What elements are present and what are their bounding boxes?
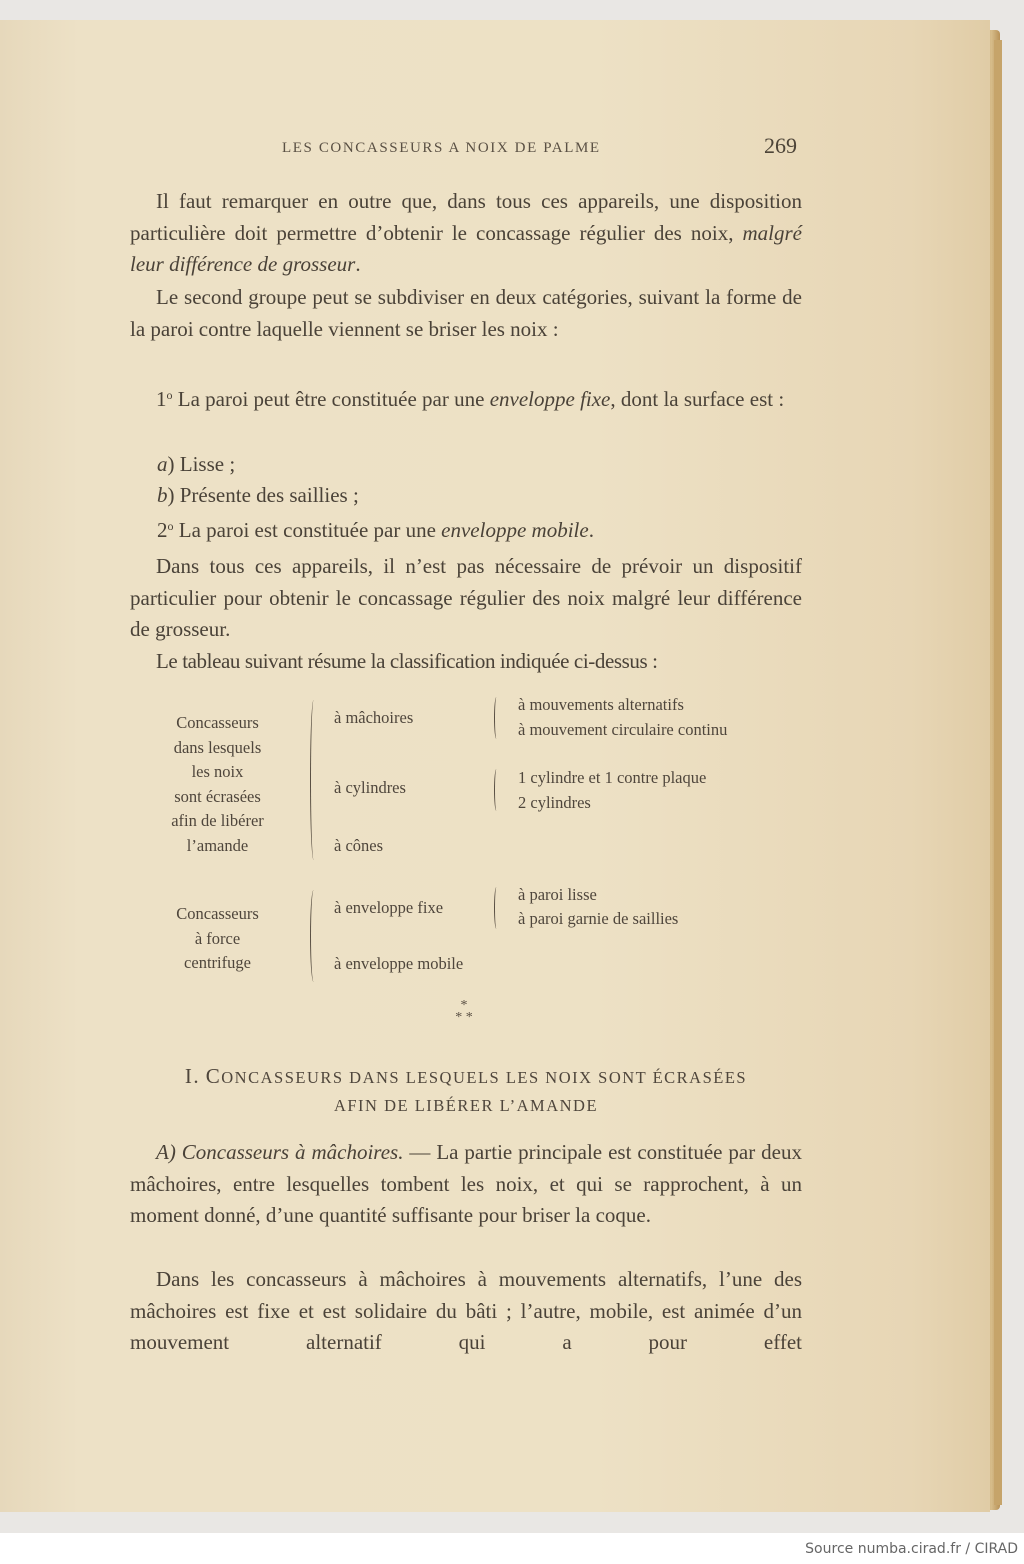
label-line: Concasseurs xyxy=(176,713,259,732)
section-heading-line2: AFIN DE LIBÉRER L’AMANDE xyxy=(333,1096,599,1115)
label-line: les noix xyxy=(191,762,244,781)
sub-item-b xyxy=(157,480,829,512)
table-subtype: à mouvement circulaire continu xyxy=(518,720,728,739)
table-subtype: 2 cylindres xyxy=(518,793,591,812)
table-group1-label xyxy=(150,711,285,858)
paragraph-text: . xyxy=(588,518,594,542)
list-item-2 xyxy=(157,511,802,547)
table-type: à enveloppe fixe xyxy=(334,898,444,917)
asterism-stars: * * xyxy=(455,1010,473,1025)
subsection-label: A xyxy=(156,1140,169,1164)
italic-emphasis: enveloppe mobile xyxy=(441,518,589,542)
paragraph-6: Le tableau suivant résume la classification indiquée ci-dessus : xyxy=(156,649,658,673)
running-title: LES CONCASSEURS A NOIX DE PALME xyxy=(282,140,601,156)
paragraph-7: Dans les concasseurs à mâchoires à mouvements alternatifs, l’une des mâchoires est fixe et est solidaire du bâti ; l’autre, mobile, est animée d’un mouvement alternatif qui a pour effet xyxy=(130,1267,802,1354)
brace-group1 xyxy=(310,700,319,860)
page-edge-shadow xyxy=(994,40,1002,1505)
italic-emphasis: enveloppe fixe xyxy=(489,387,611,411)
table-subtype: à paroi lisse xyxy=(518,885,597,904)
asterism-divider xyxy=(444,1000,484,1030)
brace-subtypes xyxy=(494,697,500,739)
sub-item-label: b xyxy=(157,483,168,507)
sub-item-text: ) Présente des saillies ; xyxy=(167,483,359,507)
brace-group2 xyxy=(310,890,319,982)
table-type: à cônes xyxy=(334,836,384,855)
paragraph-text: — La partie principale est constituée par deux mâchoires, entre lesquelles tombent les noix, et qui se rapprochent, à un moment donné, d’une quantité suffisante pour briser la coque. xyxy=(130,1140,802,1227)
page-number: 269 xyxy=(764,133,797,158)
label-line: afin de libérer xyxy=(171,811,264,830)
paragraph-text: Il faut remarquer en outre que, dans tous ces appareils, une disposition particulière doit permettre d’obtenir le concassage régulier des noix, xyxy=(130,189,802,245)
paragraph-2: Le second groupe peut se subdiviser en deux catégories, suivant la forme de la paroi contre laquelle viennent se briser les noix : xyxy=(130,285,802,341)
brace-subtypes xyxy=(494,887,500,929)
italic-emphasis: malgré leur différence de grosseur xyxy=(130,220,802,276)
label-line: dans lesquels xyxy=(173,737,262,757)
heading-text: ONCASSEURS DANS LESQUELS LES NOIX SONT ÉCRASÉES xyxy=(221,1068,748,1087)
paragraph-5: Dans tous ces appareils, il n’est pas nécessaire de prévoir un dispositif particulier pour obtenir le concassage régulier des noix malgré leur différence de grosseur. xyxy=(130,554,802,641)
table-subtype: 1 cylindre et 1 contre plaque xyxy=(518,768,707,787)
section-numeral: I. xyxy=(184,1064,201,1088)
ordinal-sup: o xyxy=(167,519,174,533)
sub-item-text: ) Lisse ; xyxy=(167,452,236,476)
table-subtype: à mouvements alternatifs xyxy=(518,695,684,714)
sub-item-a xyxy=(157,449,829,481)
table-type: à enveloppe mobile xyxy=(334,954,464,973)
paragraph-text: La paroi est constituée par une xyxy=(173,518,442,542)
list-number: 1 xyxy=(156,387,167,411)
label-line: Concasseurs xyxy=(176,904,259,923)
label-line: centrifuge xyxy=(184,953,251,972)
table-type: à cylindres xyxy=(334,778,406,797)
paragraph-1 xyxy=(130,186,802,281)
table-type: à mâchoires xyxy=(334,708,414,727)
list-item-1 xyxy=(130,380,802,416)
section-heading-line1 xyxy=(130,1064,802,1089)
subsection-title: ) Concasseurs à mâchoires. xyxy=(168,1140,404,1164)
paragraph-text: La paroi peut être constituée par une xyxy=(172,387,490,411)
table-group2-label xyxy=(150,902,285,976)
paragraph-text: , dont la surface est : xyxy=(610,387,785,411)
list-number: 2 xyxy=(157,518,168,542)
label-line: l’amande xyxy=(186,835,249,855)
table-subtype: à paroi garnie de saillies xyxy=(518,909,679,928)
label-line: à force xyxy=(194,928,241,948)
ordinal-sup: o xyxy=(166,388,173,402)
source-credit: Source numba.cirad.fr / CIRAD xyxy=(805,1541,1018,1557)
heading-initial: C xyxy=(205,1064,222,1088)
paragraph-text: . xyxy=(355,252,361,276)
brace-subtypes xyxy=(494,769,500,811)
asterism-star: * xyxy=(460,998,468,1013)
label-line: sont écrasées xyxy=(174,786,261,806)
sub-item-label: a xyxy=(157,452,168,476)
subsection-a-paragraph xyxy=(130,1137,802,1232)
